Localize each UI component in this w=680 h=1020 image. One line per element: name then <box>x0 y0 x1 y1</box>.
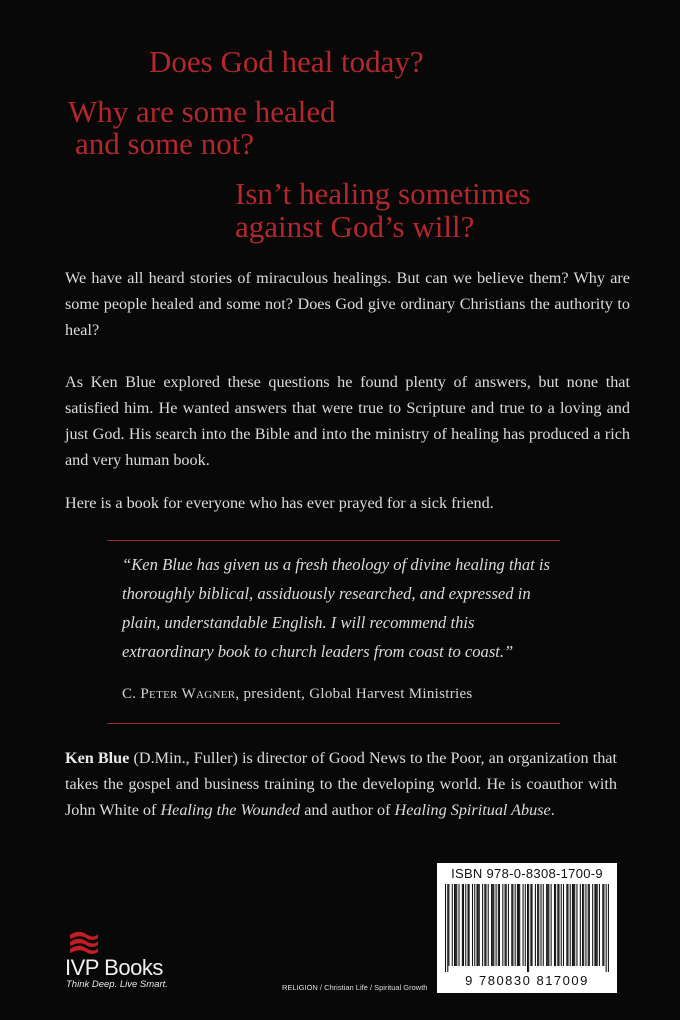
barcode-bar <box>597 884 598 966</box>
barcode-bar <box>606 884 607 972</box>
barcode-bar <box>537 884 538 966</box>
endorsement-quote: “Ken Blue has given us a fresh theology of divine healing that is thoroughly biblical, assiduously researched, and expressed in plain, understandable English. I will recommend this extraordinary book to church leaders from coast to coast.” <box>122 555 551 661</box>
barcode-bar <box>502 884 503 966</box>
barcode <box>445 884 609 972</box>
barcode-bar <box>599 884 600 966</box>
barcode-bar <box>585 884 586 966</box>
barcode-bar <box>567 884 568 966</box>
barcode-bar <box>554 884 555 966</box>
question-3-line-2: against God’s will? <box>235 209 475 244</box>
barcode-bar <box>555 884 556 966</box>
barcode-bar <box>573 884 574 966</box>
barcode-bar <box>458 884 459 966</box>
barcode-bar <box>574 884 575 966</box>
author-bio <box>65 745 617 823</box>
barcode-bar <box>558 884 559 966</box>
barcode-bar <box>551 884 552 966</box>
barcode-bar <box>517 884 518 966</box>
barcode-bar <box>594 884 595 966</box>
barcode-bar <box>498 884 499 966</box>
barcode-panel <box>437 863 617 993</box>
category-label: RELIGION / Christian Life / Spiritual Growth <box>282 983 428 992</box>
barcode-bar <box>547 884 548 966</box>
barcode-bar <box>525 884 526 966</box>
barcode-bar <box>580 884 581 966</box>
question-1: Does God heal today? <box>149 44 424 79</box>
barcode-bar <box>531 884 532 966</box>
publisher-name: IVP Books <box>65 955 163 980</box>
barcode-bar <box>546 884 547 966</box>
barcode-bar <box>472 884 473 966</box>
barcode-bar <box>456 884 457 966</box>
barcode-bar <box>523 884 524 966</box>
barcode-bar <box>508 884 509 966</box>
barcode-bar <box>493 884 494 966</box>
question-3-line-1: Isn’t healing sometimes <box>235 176 531 211</box>
barcode-bar <box>469 884 470 966</box>
barcode-bar <box>535 884 536 966</box>
body-paragraph-2: As Ken Blue explored these questions he found plenty of answers, but none that satisfied him. He wanted answers that were true to Scripture and true to a loving and just God. His search into the Bible and into the ministry of healing has produced a rich and very human book. <box>65 373 630 469</box>
barcode-bar <box>491 884 492 966</box>
barcode-bar <box>479 884 480 966</box>
barcode-bar <box>518 884 519 966</box>
barcode-bar <box>499 884 500 966</box>
question-2-line-2: and some not? <box>75 126 255 161</box>
body-paragraph-1: We have all heard stories of miraculous healings. But can we believe them? Why are some people healed and some not? Does God give ordinary Christians the authority to heal? <box>65 269 630 339</box>
barcode-bar <box>527 884 528 972</box>
barcode-bar <box>476 884 477 966</box>
barcode-bar <box>519 884 520 966</box>
barcode-bar <box>582 884 583 966</box>
barcode-bar <box>465 884 466 966</box>
barcode-bar <box>463 884 464 966</box>
bio-book-2: Healing Spiritual Abuse <box>394 801 551 819</box>
barcode-bar <box>566 884 567 966</box>
barcode-bar <box>540 884 541 966</box>
barcode-bar <box>592 884 593 966</box>
barcode-bar <box>454 884 455 966</box>
barcode-bar <box>445 884 446 972</box>
barcode-bar <box>603 884 604 966</box>
barcode-bar <box>515 884 516 966</box>
divider-bottom <box>107 723 560 724</box>
barcode-bar <box>572 884 573 966</box>
barcode-bar <box>538 884 539 966</box>
question-2-line-1: Why are some healed <box>68 94 336 129</box>
barcode-bar <box>596 884 597 966</box>
barcode-bar <box>467 884 468 966</box>
barcode-bar <box>561 884 562 966</box>
barcode-bar <box>488 884 489 966</box>
body-paragraph-3: Here is a book for everyone who has ever prayed for a sick friend. <box>65 494 494 512</box>
barcode-bar <box>506 884 507 966</box>
barcode-bar <box>448 884 449 966</box>
barcode-bar <box>505 884 506 966</box>
endorsement-author: C. Peter Wagner <box>122 686 236 702</box>
bio-text-3: . <box>550 801 555 819</box>
publisher-tagline: Think Deep. Live Smart. <box>66 979 168 990</box>
barcode-bar <box>588 884 589 966</box>
barcode-bar <box>492 884 493 966</box>
barcode-bar <box>583 884 584 966</box>
endorsement-role: , president, Global Harvest Ministries <box>235 686 473 702</box>
barcode-bar <box>528 884 529 972</box>
divider-top <box>107 540 560 541</box>
author-name: Ken Blue <box>65 749 130 767</box>
barcode-bar <box>511 884 512 966</box>
barcode-bar <box>478 884 479 966</box>
barcode-bar <box>474 884 475 966</box>
endorsement-attribution <box>122 686 473 703</box>
barcode-bar <box>543 884 544 966</box>
barcode-bar <box>602 884 603 966</box>
barcode-bar <box>462 884 463 966</box>
barcode-bar <box>589 884 590 966</box>
barcode-bar <box>485 884 486 966</box>
bio-text-2: and author of <box>300 801 395 819</box>
barcode-bar <box>512 884 513 966</box>
barcode-digits: 9 780830 817009 <box>465 973 589 988</box>
isbn-number: ISBN 978-0-8308-1700-9 <box>451 866 603 881</box>
barcode-bar <box>530 884 531 966</box>
barcode-bar <box>563 884 564 966</box>
bio-book-1: Healing the Wounded <box>160 801 301 819</box>
bio-text-1: (D.Min., Fuller) is director of Good News to the Poor, an organization that takes the gospel and business training to the developing world. He is coauthor with John White of <box>65 749 617 819</box>
barcode-bar <box>608 884 609 972</box>
barcode-bar <box>482 884 483 966</box>
barcode-bar <box>570 884 571 966</box>
barcode-bar <box>452 884 453 966</box>
barcode-bar <box>455 884 456 966</box>
barcode-bar <box>548 884 549 966</box>
barcode-bar <box>496 884 497 966</box>
barcode-bar <box>557 884 558 966</box>
barcode-bar <box>447 884 448 972</box>
barcode-bar <box>576 884 577 966</box>
barcode-bar <box>484 884 485 966</box>
